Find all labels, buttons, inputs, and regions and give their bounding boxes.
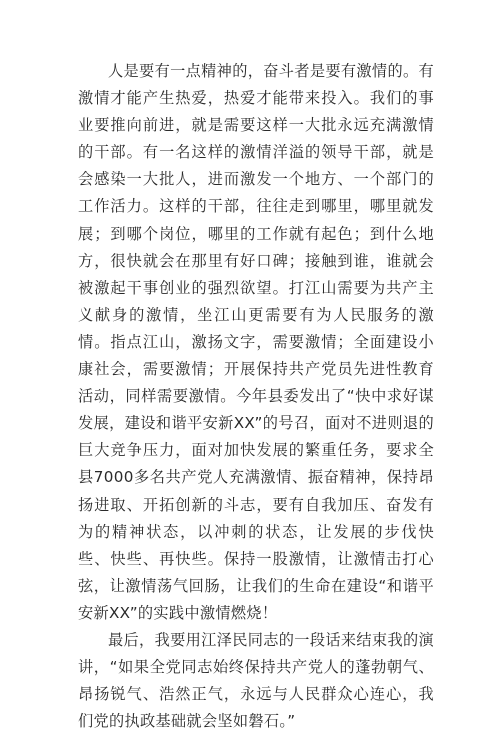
paragraph-passion: 人是要有一点精神的，奋斗者是要有激情的。有激情才能产生热爱，热爱才能带来投入。我们的事业要推向前进，就是需要这样一大批永远充满激情的干部。有一名这样的激情洋溢的领导干部，就是会感染一大批人，进而激发一个地方、一个部门的工作活力。这样的干部，往往走到哪里，哪里就发展；到哪个岗位，哪里的工作就有起色；到什么地方，很快就会在那里有好口碑；接触到谁，谁就会被激起干事创业的强烈欲望。打江山需要为共产主义献身的激情，坐江山更需要有为人民服务的激情。指点江山，激扬文字，需要激情；全面建设小康社会，需要激情；开展保持共产党员先进性教育活动，同样需要激情。今年县委发出了“快中求好谋发展，建设和谐平安新XX”的号召，面对不进则退的巨大竞争压力，面对加快发展的繁重任务，要求全县7000多名共产党人充满激情、振奋精神，保持昂扬进取、开拓创新的斗志，要有自我加压、奋发有为的精神状态，以冲刺的状态，让发展的步伐快些、快些、再快些。保持一股激情，让激情击打心弦，让激情荡气回肠，让我们的生命在建设“和谐平安新XX”的实践中激情燃烧！ bbox=[78, 62, 434, 622]
document-body bbox=[78, 58, 434, 735]
paragraph-closing: 最后，我要用江泽民同志的一段话来结束我的演讲，“如果全党同志始终保持共产党人的蓬勃朝气、昂扬锐气、浩然正气，永远与人民群众心连心，我们党的执政基础就会坚如磐石。” bbox=[78, 630, 434, 731]
